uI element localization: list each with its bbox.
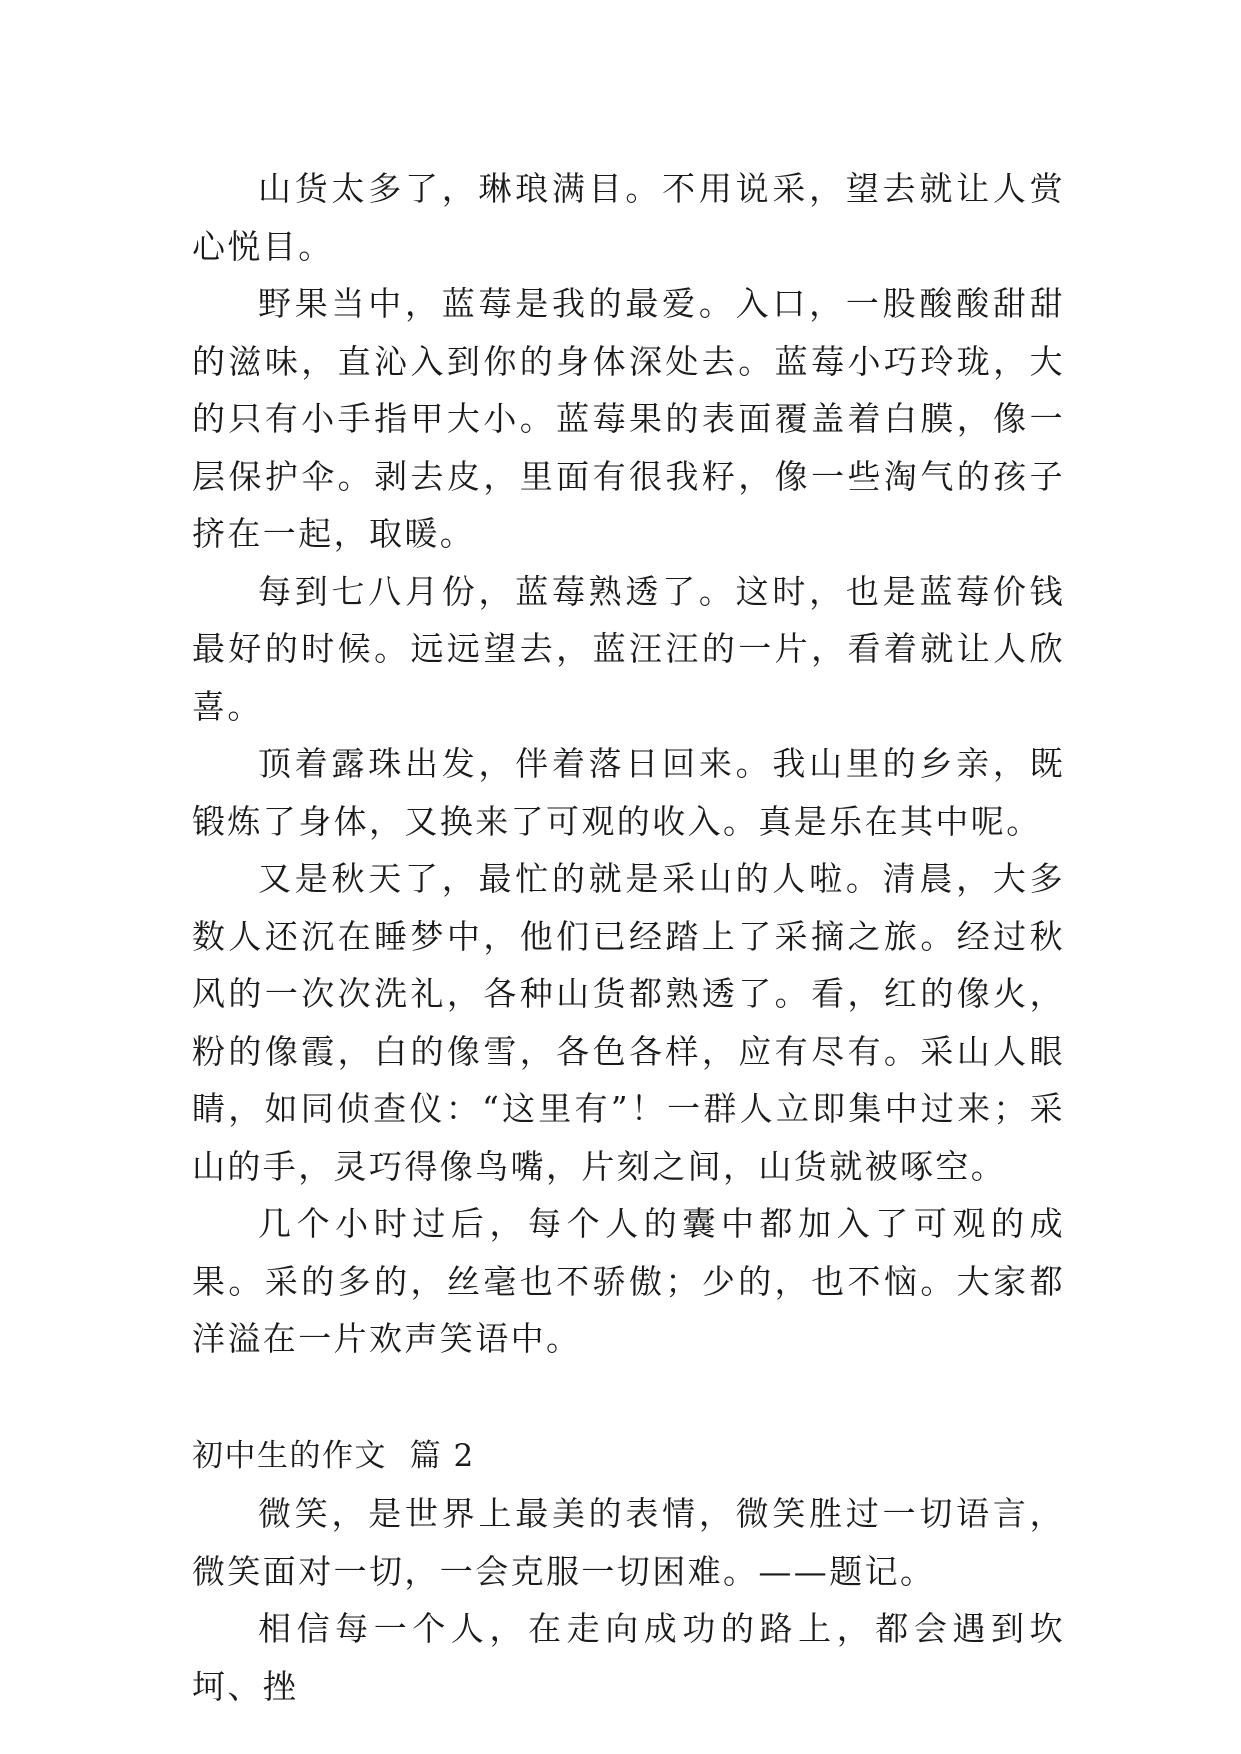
paragraph: 微笑，是世界上最美的表情，微笑胜过一切语言，微笑面对一切，一会克服一切困难。——题记。 [192, 1494, 1065, 1591]
paragraph: 顶着露珠出发，伴着落日回来。我山里的乡亲，既锻炼了身体，又换来了可观的收入。真是乐在其中呢。 [192, 744, 1065, 841]
paragraph: 每到七八月份，蓝莓熟透了。这时，也是蓝莓价钱最好的时候。远远望去，蓝汪汪的一片，看着就让人欣喜。 [192, 571, 1065, 726]
paragraph: 山货太多了，琳琅满目。不用说采，望去就让人赏心悦目。 [192, 169, 1065, 266]
document-body [192, 160, 1065, 1715]
paragraph: 又是秋天了，最忙的就是采山的人啦。清晨，大多数人还沉在睡梦中，他们已经踏上了采摘之旅。经过秋风的一次次洗礼，各种山货都熟透了。看，红的像火，粉的像霞，白的像雪，各色各样，应有尽有。采山人眼睛，如同侦查仪：“这里有”！一群人立即集中过来；采山的手，灵巧得像鸟嘴，片刻之间，山货就被啄空。 [192, 859, 1065, 1186]
section-heading: 初中生的作文 篇 2 [192, 1437, 475, 1474]
paragraph: 野果当中，蓝莓是我的最爱。入口，一股酸酸甜甜的滋味，直沁入到你的身体深处去。蓝莓小巧玲珑，大的只有小手指甲大小。蓝莓果的表面覆盖着白膜，像一层保护伞。剥去皮，里面有很我籽，像一些淘气的孩子挤在一起，取暖。 [192, 284, 1065, 553]
paragraph: 几个小时过后，每个人的囊中都加入了可观的成果。采的多的，丝毫也不骄傲；少的，也不恼。大家都洋溢在一片欢声笑语中。 [192, 1204, 1065, 1358]
paragraph: 相信每一个人，在走向成功的路上，都会遇到坎坷、挫 [192, 1609, 1065, 1706]
